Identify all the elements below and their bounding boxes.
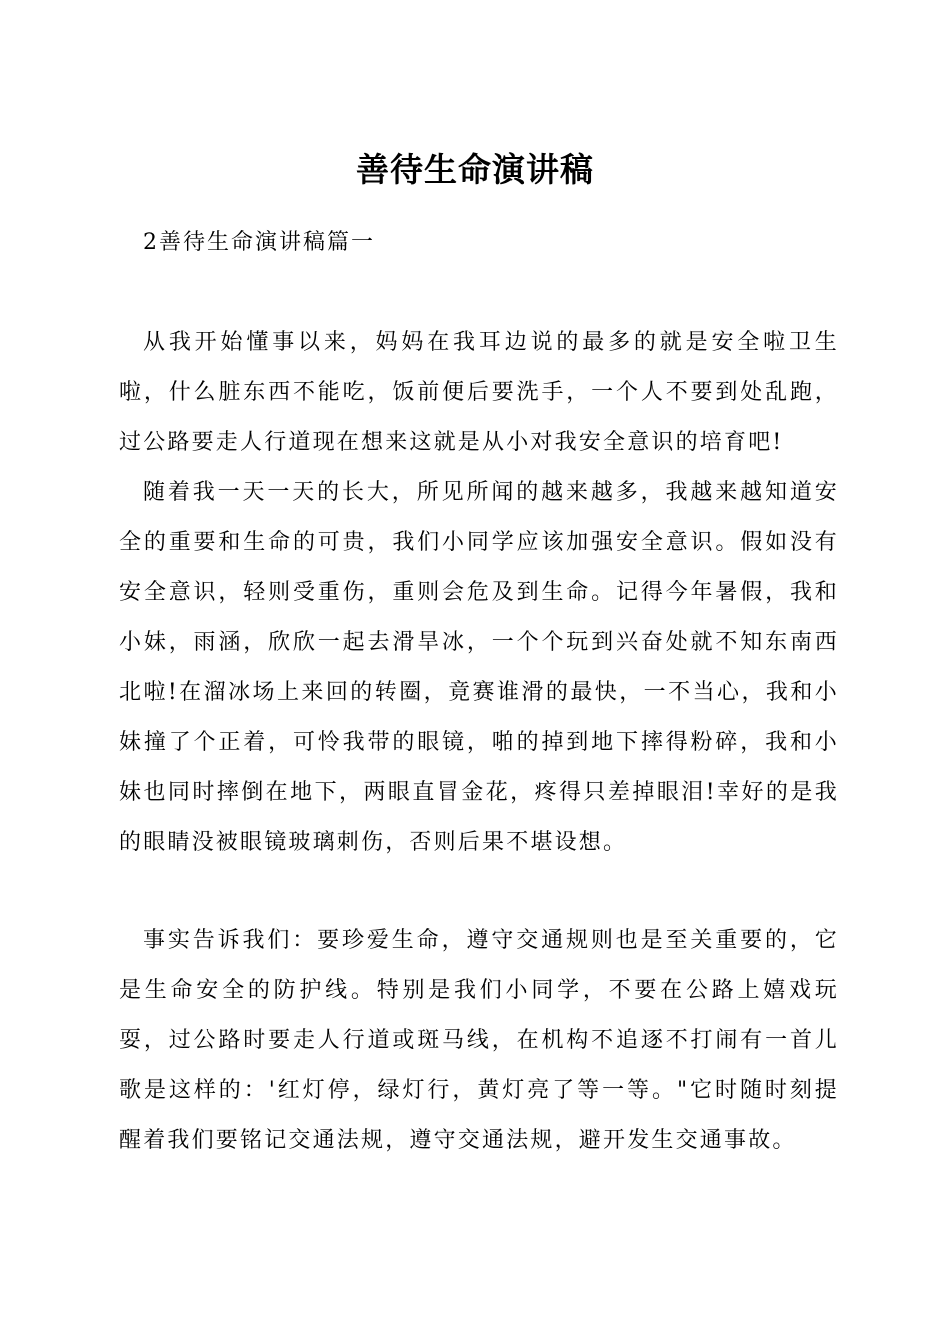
paragraph-2: 随着我一天一天的长大，所见所闻的越来越多，我越来越知道安全的重要和生命的可贵，我们小同学应该加强安全意识。假如没有安全意识，轻则受重伤，重则会危及到生命。记得今年暑假，我和小妹，雨涵，欣欣一起去滑旱冰，一个个玩到兴奋处就不知东南西北啦!在溜冰场上来回的转圈，竟赛谁滑的最快，一不当心，我和小妹撞了个正着，可怜我带的眼镜，啪的掉到地下摔得粉碎，我和小妹也同时摔倒在地下，两眼直冒金花，疼得只差掉眼泪!幸好的是我的眼睛没被眼镜玻璃刺伤，否则后果不堪设想。 xyxy=(119,480,839,855)
paragraph-1: 从我开始懂事以来，妈妈在我耳边说的最多的就是安全啦卫生啦，什么脏东西不能吃，饭前便后要洗手，一个人不要到处乱跑，过公路要走人行道现在想来这就是从小对我安全意识的培育吧! xyxy=(119,330,839,455)
paragraph-3: 事实告诉我们：要珍爱生命，遵守交通规则也是至关重要的，它是生命安全的防护线。特别是我们小同学，不要在公路上嬉戏玩耍，过公路时要走人行道或斑马线，在机构不追逐不打闹有一首儿歌是这样的：'红灯停，绿灯行，黄灯亮了等一等。"它时随时刻提醒着我们要铭记交通法规，遵守交通法规，避开发生交通事故。 xyxy=(119,928,839,1153)
document-subtitle: 2善待生命演讲稿篇一 xyxy=(143,230,375,255)
document-title: 善待生命演讲稿 xyxy=(356,150,594,189)
